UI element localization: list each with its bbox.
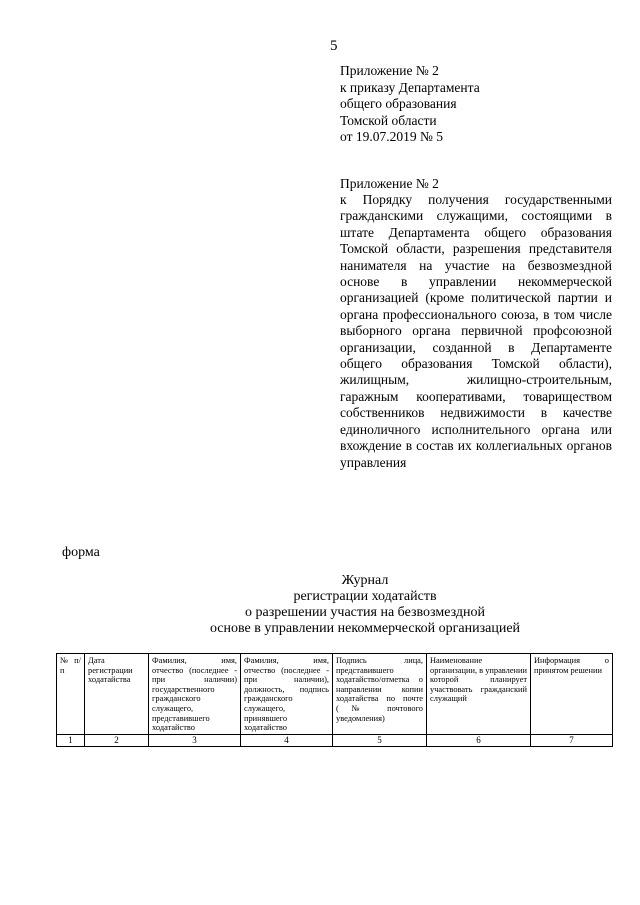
header-cell-number: № п/п: [57, 654, 85, 735]
column-number: 4: [241, 734, 333, 747]
journal-title-line: о разрешении участия на безвозмездной: [245, 605, 485, 620]
journal-title-line: регистрации ходатайств: [293, 589, 437, 604]
column-number: 2: [85, 734, 149, 747]
journal-title-line: Журнал: [341, 573, 389, 588]
appendix-procedure-text: к Порядку получения государственными гражданскими служащими, состоящими в штате Департамента общего образования Томской области, разрешения представителя нанимателя на участие на безвозмездной основе в управлении некоммерческой организацией (кроме политической партии и органа профессионального союза, в том числе выборного органа первичной профсоюзной организации, созданной в Департаменте общего образования Томской области), жилищным, жилищно-строительным, гаражным кооперативами, товариществом собственников недвижимости в качестве единоличного исполнительного органа или вхождение в состав их коллегиальных органов управления: [340, 192, 612, 470]
page-number: 5: [330, 38, 338, 54]
journal-title: [120, 573, 610, 637]
column-number: 7: [531, 734, 613, 747]
appendix-order-line: Томской области: [340, 112, 437, 128]
appendix-order-line: от 19.07.2019 № 5: [340, 129, 443, 144]
registration-table: [56, 653, 613, 747]
appendix-order-line: к приказу Департамента: [340, 79, 480, 95]
appendix-order-line: Приложение № 2: [340, 63, 439, 78]
header-cell-applicant: Фамилия, имя, отчество (последнее - при наличии) государственного гражданского служащего, представившего ходатайство: [149, 654, 241, 735]
table-header-row: [57, 654, 613, 735]
journal-title-line: основе в управлении некоммерческой организацией: [209, 621, 521, 636]
column-number: 6: [427, 734, 531, 747]
header-cell-receiver: Фамилия, имя, отчество (последнее - при наличии), должность, подпись гражданского служащего, принявшего ходатайство: [241, 654, 333, 735]
header-cell-signature: Подпись лица, представившего ходатайство/отметка о направлении копии ходатайства по почте (№ почтового уведомления): [333, 654, 427, 735]
column-number: 5: [333, 734, 427, 747]
appendix-order-block: [340, 63, 480, 146]
appendix-procedure-title: Приложение № 2: [340, 176, 439, 191]
header-cell-decision: Информация о принятом решении: [531, 654, 613, 735]
column-number: 3: [149, 734, 241, 747]
table-number-row: [57, 734, 613, 747]
header-cell-date: Дата регистрации ходатайства: [85, 654, 149, 735]
header-cell-organization: Наименование организации, в управлении которой планирует участвовать гражданский служащий: [427, 654, 531, 735]
column-number: 1: [57, 734, 85, 747]
form-label: форма: [62, 545, 100, 560]
appendix-order-line: общего образования: [340, 96, 457, 111]
